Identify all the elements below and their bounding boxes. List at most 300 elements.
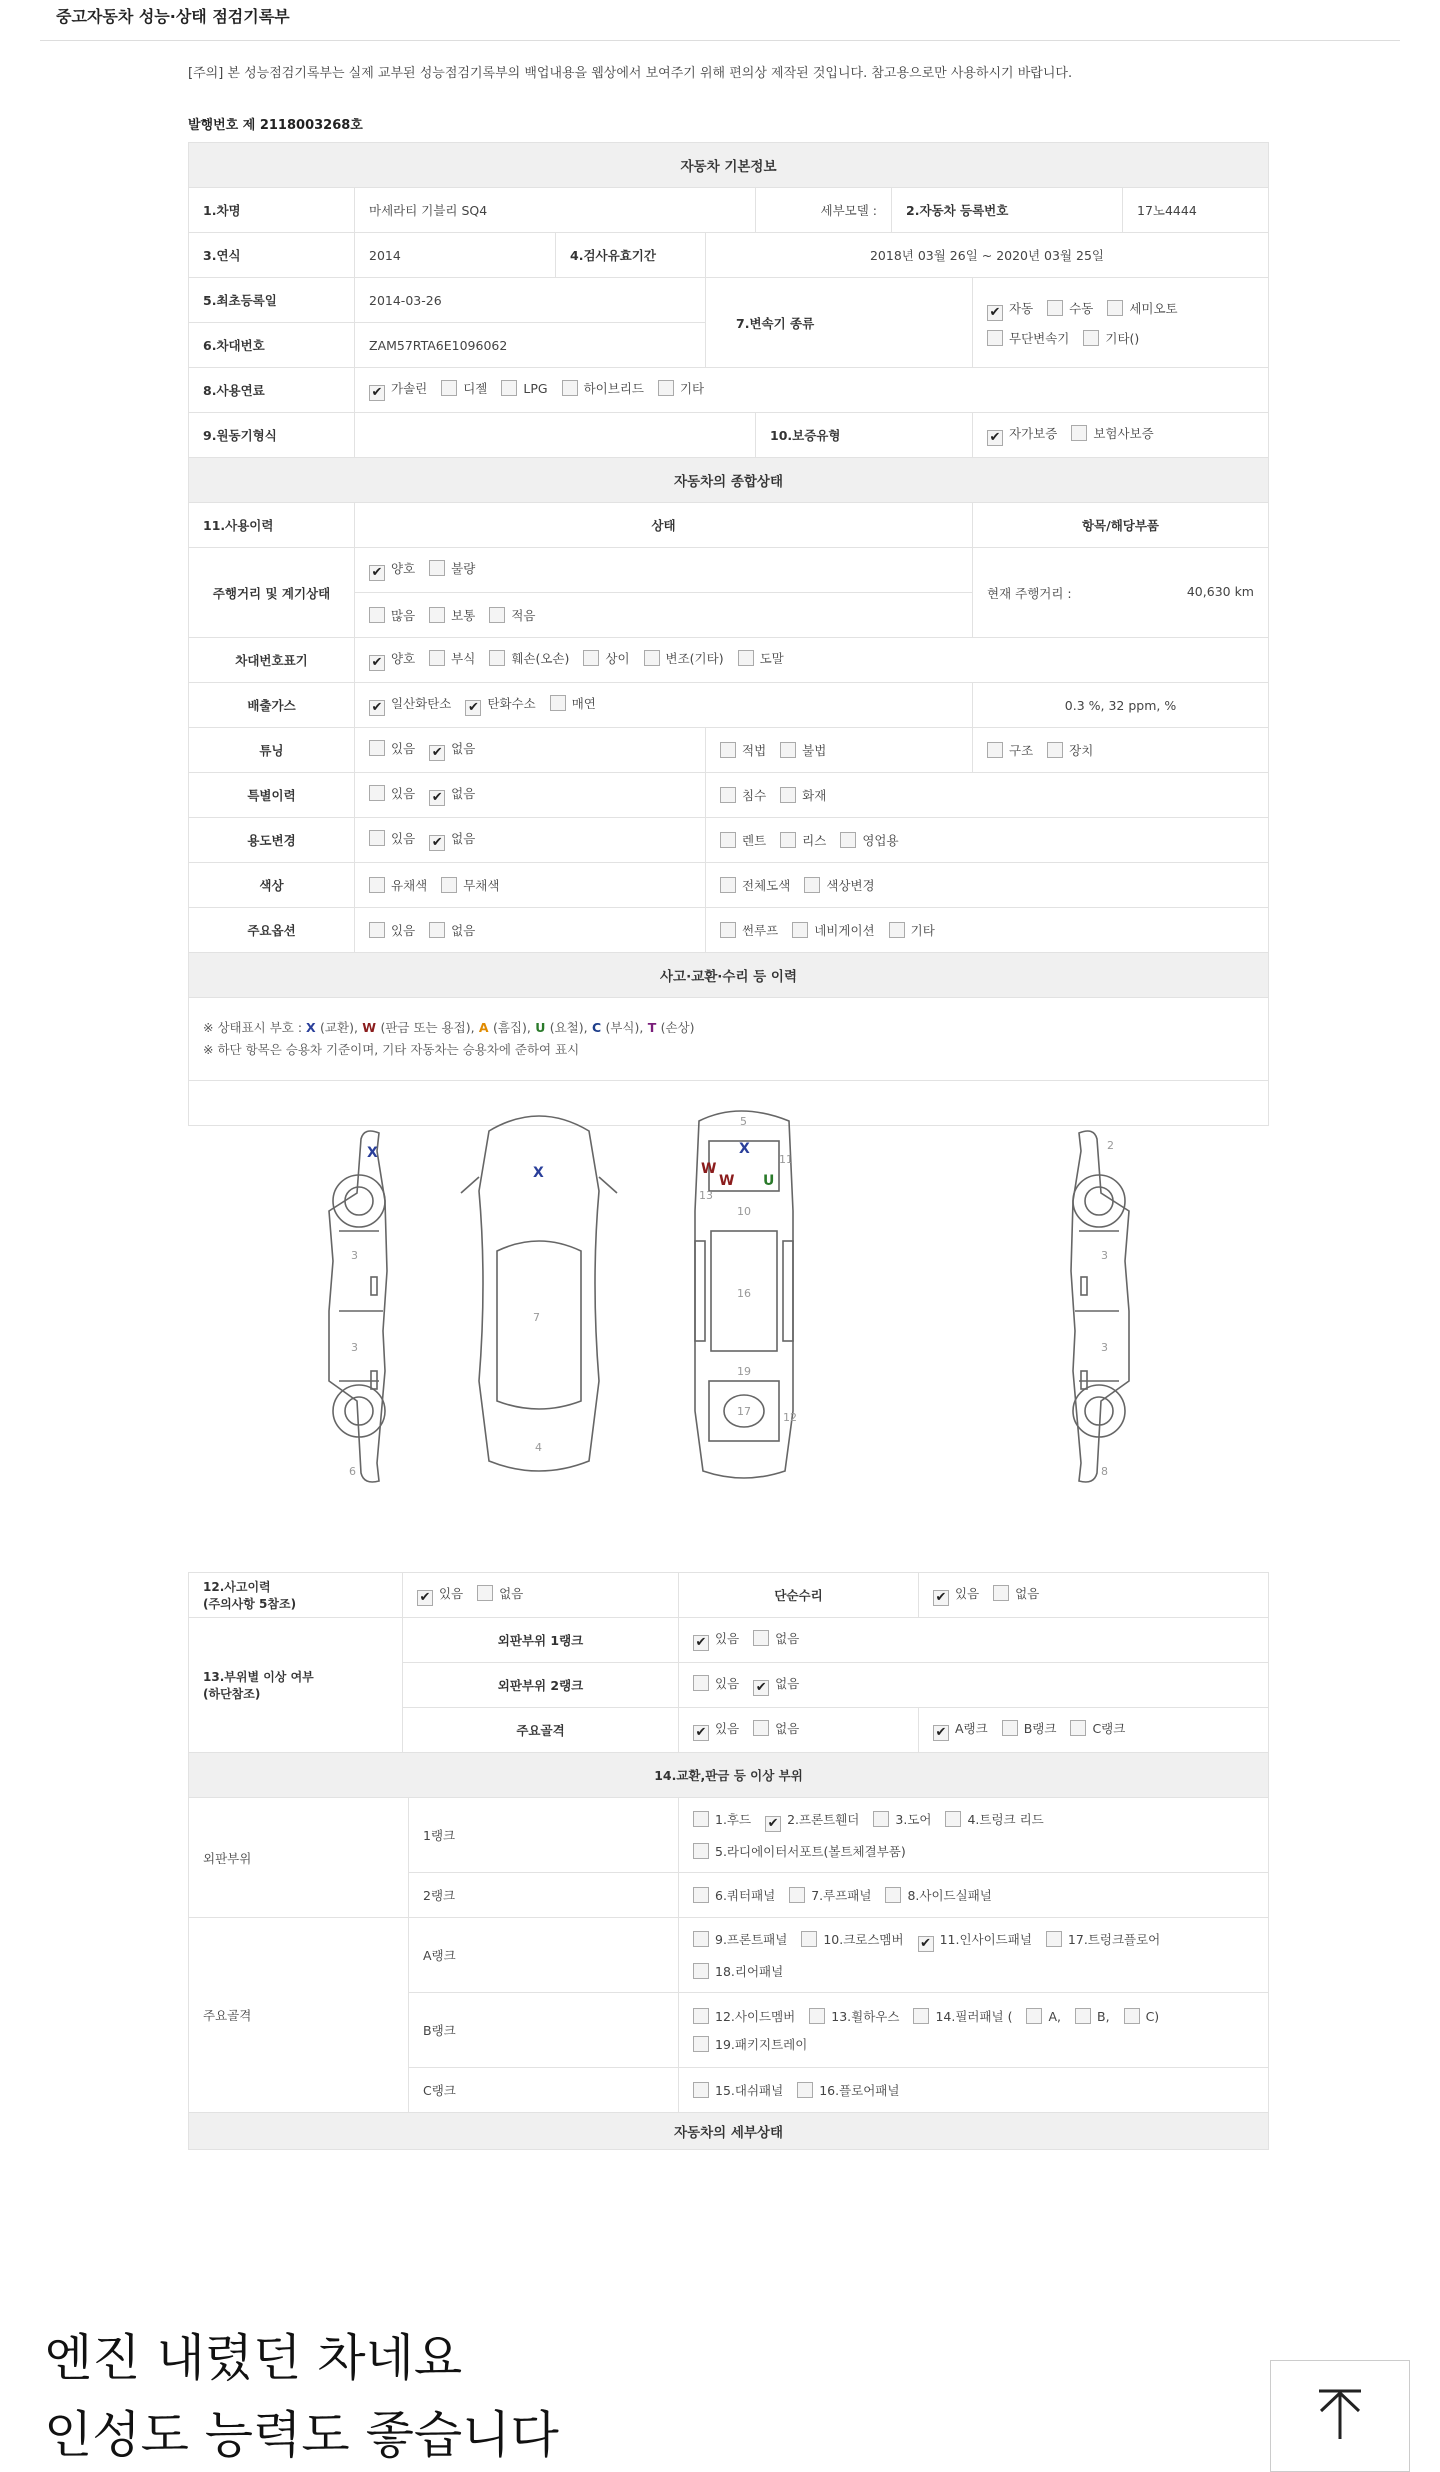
- checkbox-label: 훼손(오손): [511, 651, 570, 666]
- empty-box-icon[interactable]: [993, 1585, 1009, 1601]
- checkbox-option[interactable]: [693, 1930, 787, 1948]
- panel-num: 5: [740, 1115, 747, 1128]
- panel-num: 3: [1101, 1249, 1108, 1262]
- car-diagram-cell: [189, 1081, 1269, 1478]
- checkbox-option[interactable]: [809, 2007, 899, 2025]
- checkbox-label: 양호: [391, 561, 416, 576]
- exhaust-value: 0.3 %, 32 ppm, %: [973, 683, 1269, 728]
- vin-value: ZAM57RTA6E1096062: [355, 323, 706, 368]
- panel-num: 10: [737, 1205, 751, 1218]
- checkbox-option[interactable]: [780, 786, 826, 804]
- checkbox-option[interactable]: [753, 1629, 799, 1647]
- checkbox-option[interactable]: [804, 876, 874, 894]
- inspect-value: 2018년 03월 26일 ~ 2020년 03월 25일: [706, 233, 1269, 278]
- empty-box-icon[interactable]: [720, 922, 736, 938]
- empty-box-icon[interactable]: [1002, 1720, 1018, 1736]
- checkbox-label: A랭크: [955, 1721, 988, 1736]
- checked-box-icon[interactable]: ✔: [987, 305, 1003, 321]
- checkbox-option[interactable]: [693, 1719, 739, 1741]
- empty-box-icon[interactable]: [720, 832, 736, 848]
- checkbox-option[interactable]: [369, 606, 415, 624]
- panel-num: 11: [779, 1153, 793, 1166]
- rank2-options: [679, 1873, 1269, 1918]
- detail-model-label: 세부모델 :: [756, 188, 892, 233]
- options-label: 주요옵션: [189, 908, 355, 953]
- checkbox-label: 13.휠하우스: [831, 2009, 900, 2024]
- checkbox-label: 탄화수소: [487, 696, 536, 711]
- checkbox-label: B랭크: [1023, 1721, 1057, 1736]
- vin-label: 6.차대번호: [189, 323, 355, 368]
- mark-w-inside-panel: W: [701, 1161, 717, 1177]
- outer-parts-label: 외판부위: [189, 1798, 409, 1918]
- checkbox-option[interactable]: [369, 829, 415, 847]
- checkbox-label: C랭크: [1092, 1721, 1126, 1736]
- empty-box-icon[interactable]: [429, 607, 445, 623]
- checkbox-label: 일산화탄소: [391, 696, 452, 711]
- checkbox-label: 없음: [775, 1631, 800, 1646]
- checkbox-option[interactable]: [780, 831, 826, 849]
- simple-repair-label: 단순수리: [679, 1573, 919, 1618]
- empty-box-icon[interactable]: [873, 1811, 889, 1827]
- empty-box-icon[interactable]: [889, 922, 905, 938]
- checkbox-label: 있음: [391, 786, 416, 801]
- checked-box-icon[interactable]: ✔: [987, 430, 1003, 446]
- post-text-line2: 인성도 능력도 좋습니다: [44, 2406, 559, 2464]
- checkbox-label: 7.루프패널: [811, 1888, 872, 1903]
- frame-options: [679, 1708, 919, 1753]
- empty-box-icon[interactable]: [1083, 330, 1099, 346]
- vin-mark-options: [355, 638, 1269, 683]
- scroll-top-button[interactable]: [1270, 2360, 1410, 2472]
- color-label: 색상: [189, 863, 355, 908]
- checkbox-label: 하이브리드: [583, 381, 644, 396]
- empty-box-icon[interactable]: [1026, 2008, 1042, 2024]
- empty-box-icon[interactable]: [789, 1887, 805, 1903]
- checkbox-option[interactable]: [417, 1584, 463, 1606]
- legend-code: C: [587, 1020, 606, 1035]
- tuning-a: [355, 728, 706, 773]
- empty-box-icon[interactable]: [1107, 300, 1123, 316]
- empty-box-icon[interactable]: [429, 922, 445, 938]
- legend-desc: (교환),: [320, 1020, 358, 1035]
- legend-desc: (판금 또는 용접),: [380, 1020, 475, 1035]
- checkbox-label: 구조: [1009, 743, 1034, 758]
- checkbox-option[interactable]: [720, 741, 766, 759]
- checkbox-option[interactable]: [1075, 2008, 1110, 2024]
- checkbox-label: 없음: [451, 831, 476, 846]
- checkbox-option[interactable]: [369, 739, 415, 757]
- checkbox-label: 있음: [715, 1721, 740, 1736]
- checkbox-option[interactable]: [465, 694, 535, 716]
- empty-box-icon[interactable]: [693, 1843, 709, 1859]
- checkbox-label: 있음: [391, 831, 416, 846]
- checkbox-label: 있음: [715, 1631, 740, 1646]
- mileage-text: 현재 주행거리 :: [987, 585, 1072, 601]
- checkbox-option[interactable]: [889, 921, 935, 939]
- checkbox-option[interactable]: [429, 921, 475, 939]
- checkbox-label: 있음: [391, 741, 416, 756]
- empty-box-icon[interactable]: [945, 1811, 961, 1827]
- outer-rank2-label: 외판부위 2랭크: [403, 1663, 679, 1708]
- options-b: [706, 908, 1269, 953]
- empty-box-icon[interactable]: [1075, 2008, 1091, 2024]
- simple-repair-options: [919, 1573, 1269, 1618]
- issue-number: 발행번호 제 2118003268호: [188, 118, 363, 133]
- empty-box-icon[interactable]: [369, 740, 385, 756]
- checkbox-label: 보험사보증: [1093, 426, 1154, 441]
- checkbox-label: 유채색: [391, 878, 428, 893]
- checkbox-option[interactable]: [1002, 1719, 1057, 1737]
- checkbox-option[interactable]: [789, 1886, 871, 1904]
- checkbox-label: 없음: [775, 1721, 800, 1736]
- year-label: 3.연식: [189, 233, 355, 278]
- outer-rank1-options: [679, 1618, 1269, 1663]
- empty-box-icon[interactable]: [369, 785, 385, 801]
- empty-box-icon[interactable]: [720, 742, 736, 758]
- checkbox-option[interactable]: [885, 1886, 991, 1904]
- checkbox-option[interactable]: [987, 741, 1033, 759]
- empty-box-icon[interactable]: [644, 650, 660, 666]
- empty-box-icon[interactable]: [792, 922, 808, 938]
- checked-box-icon[interactable]: ✔: [753, 1680, 769, 1696]
- empty-box-icon[interactable]: [1046, 1931, 1062, 1947]
- checkbox-option[interactable]: [693, 1886, 775, 1904]
- checkbox-option[interactable]: [489, 606, 535, 624]
- panel-num: 3: [1101, 1341, 1108, 1354]
- legend-code: W: [357, 1020, 381, 1035]
- empty-box-icon[interactable]: [441, 380, 457, 396]
- checkbox-label: 있음: [715, 1676, 740, 1691]
- notice-text: [주의] 본 성능점검기록부는 실제 교부된 성능점검기록부의 백업내용을 웹상에서 보여주기 위해 편의상 제작된 것입니다. 참고용으로만 사용하시기 바랍니다.: [188, 66, 1073, 81]
- empty-box-icon[interactable]: [693, 1675, 709, 1691]
- checked-box-icon[interactable]: ✔: [933, 1725, 949, 1741]
- checkbox-option[interactable]: [369, 559, 415, 581]
- checkbox-option[interactable]: [1047, 299, 1093, 317]
- options-a: [355, 908, 706, 953]
- empty-box-icon[interactable]: [753, 1720, 769, 1736]
- checkbox-option[interactable]: [693, 1962, 783, 1980]
- b-rank-options: [679, 1993, 1269, 2068]
- empty-box-icon[interactable]: [489, 607, 505, 623]
- fuel-label: 8.사용연료: [189, 368, 355, 413]
- checkbox-option[interactable]: [1124, 2008, 1160, 2024]
- checked-box-icon[interactable]: ✔: [369, 700, 385, 716]
- checkbox-label: 없음: [499, 1586, 524, 1601]
- checkbox-option[interactable]: [720, 921, 778, 939]
- checkbox-label: 4.트렁크 리드: [967, 1812, 1044, 1827]
- checkbox-label: 화재: [802, 788, 827, 803]
- empty-box-icon[interactable]: [369, 877, 385, 893]
- checkbox-option[interactable]: [1083, 329, 1139, 347]
- checkbox-option[interactable]: [780, 741, 826, 759]
- checkbox-label: 불법: [802, 743, 827, 758]
- inspect-label: 4.검사유효기간: [556, 233, 706, 278]
- checkbox-option[interactable]: [1046, 1930, 1160, 1948]
- empty-box-icon[interactable]: [913, 2008, 929, 2024]
- checkbox-option[interactable]: [945, 1810, 1043, 1828]
- special-a: [355, 773, 706, 818]
- checkbox-option[interactable]: [369, 784, 415, 802]
- first-reg-value: 2014-03-26: [355, 278, 706, 323]
- overall-status-header: 자동차의 종합상태: [189, 458, 1269, 503]
- checkbox-label: 침수: [742, 788, 767, 803]
- car-name-value: 마세라티 기블리 SQ4: [355, 188, 756, 233]
- checkbox-option[interactable]: [441, 379, 487, 397]
- checkbox-option[interactable]: [993, 1584, 1039, 1602]
- checkbox-label: 리스: [802, 833, 827, 848]
- checkbox-label: A,: [1048, 2009, 1062, 2024]
- checkbox-option[interactable]: [765, 1810, 859, 1832]
- checkbox-option[interactable]: [753, 1674, 799, 1696]
- checkbox-option[interactable]: [369, 379, 427, 401]
- vin-mark-label: 차대번호표기: [189, 638, 355, 683]
- empty-box-icon[interactable]: [809, 2008, 825, 2024]
- checkbox-option[interactable]: [1070, 1719, 1125, 1737]
- a-rank-options: [679, 1918, 1269, 1993]
- checkbox-option[interactable]: [987, 424, 1057, 446]
- checked-box-icon[interactable]: ✔: [933, 1590, 949, 1606]
- item-col-label: 항목/해당부품: [973, 503, 1269, 548]
- checkbox-option[interactable]: [693, 1629, 739, 1651]
- checkbox-option[interactable]: [429, 829, 475, 851]
- checkbox-option[interactable]: [489, 649, 569, 667]
- empty-box-icon[interactable]: [477, 1585, 493, 1601]
- reg-number-label: 2.자동차 등록번호: [892, 188, 1123, 233]
- checkbox-option[interactable]: [429, 649, 475, 667]
- empty-box-icon[interactable]: [738, 650, 754, 666]
- panel-num: 4: [535, 1441, 542, 1454]
- mileage-value: 40,630 km: [1186, 583, 1254, 599]
- mark-u-panel: U: [763, 1173, 775, 1189]
- checkbox-option[interactable]: [369, 649, 415, 671]
- usage-change-label: 용도변경: [189, 818, 355, 863]
- checkbox-label: 9.프론트패널: [715, 1932, 788, 1947]
- checked-box-icon[interactable]: ✔: [429, 790, 445, 806]
- empty-box-icon[interactable]: [1124, 2008, 1140, 2024]
- rank1-label: 1랭크: [409, 1798, 679, 1873]
- checkbox-label: 없음: [451, 741, 476, 756]
- checkbox-option[interactable]: [792, 921, 874, 939]
- checkbox-option[interactable]: [913, 2007, 1012, 2025]
- checkbox-option[interactable]: [1026, 2008, 1061, 2024]
- empty-box-icon[interactable]: [885, 1887, 901, 1903]
- checkbox-label: 있음: [955, 1586, 980, 1601]
- checkbox-label: 썬루프: [742, 923, 779, 938]
- mark-x-fender: X: [367, 1145, 378, 1161]
- status-col-label: 상태: [355, 503, 973, 548]
- checkbox-option[interactable]: [562, 379, 644, 397]
- usage-a: [355, 818, 706, 863]
- accident-summary-table: [188, 1572, 1269, 1753]
- empty-box-icon[interactable]: [489, 650, 505, 666]
- checked-box-icon[interactable]: ✔: [429, 835, 445, 851]
- car-name-label: 1.차명: [189, 188, 355, 233]
- empty-box-icon[interactable]: [1047, 300, 1063, 316]
- empty-box-icon[interactable]: [693, 1931, 709, 1947]
- checkbox-option[interactable]: [477, 1584, 523, 1602]
- checked-box-icon[interactable]: ✔: [918, 1936, 934, 1952]
- checkbox-label: 2.프론트휀더: [787, 1812, 860, 1827]
- checkbox-label: 수동: [1069, 300, 1094, 316]
- arrow-up-icon: [1315, 2389, 1365, 2441]
- a-rank-label: A랭크: [409, 1918, 679, 1993]
- empty-box-icon[interactable]: [840, 832, 856, 848]
- checkbox-option[interactable]: [501, 380, 547, 396]
- empty-box-icon[interactable]: [801, 1931, 817, 1947]
- checkbox-option[interactable]: [1047, 741, 1093, 759]
- empty-box-icon[interactable]: [693, 2082, 709, 2098]
- engine-type-label: 9.원동기형식: [189, 413, 355, 458]
- checkbox-option[interactable]: [987, 329, 1069, 347]
- checked-box-icon[interactable]: ✔: [465, 700, 481, 716]
- checkbox-option[interactable]: [429, 784, 475, 806]
- basic-info-table: [188, 142, 1269, 1478]
- exhaust-label: 배출가스: [189, 683, 355, 728]
- frame-label: 주요골격: [403, 1708, 679, 1753]
- checkbox-option[interactable]: [693, 2035, 807, 2053]
- checkbox-option[interactable]: [369, 694, 451, 716]
- empty-box-icon[interactable]: [1071, 425, 1087, 441]
- c-rank-options: [679, 2068, 1269, 2113]
- checkbox-option[interactable]: [369, 921, 415, 939]
- checkbox-option[interactable]: [429, 559, 475, 577]
- empty-box-icon[interactable]: [780, 742, 796, 758]
- checkbox-label: 영업용: [862, 833, 899, 848]
- empty-box-icon[interactable]: [720, 877, 736, 893]
- checkbox-option[interactable]: [720, 831, 766, 849]
- checked-box-icon[interactable]: ✔: [693, 1635, 709, 1651]
- checkbox-option[interactable]: [429, 739, 475, 761]
- checkbox-option[interactable]: [550, 694, 596, 712]
- checkbox-option[interactable]: [720, 876, 790, 894]
- empty-box-icon[interactable]: [369, 830, 385, 846]
- empty-box-icon[interactable]: [987, 742, 1003, 758]
- empty-box-icon[interactable]: [550, 695, 566, 711]
- checked-box-icon[interactable]: ✔: [369, 565, 385, 581]
- checkbox-option[interactable]: [429, 606, 475, 624]
- tuning-c: [973, 728, 1269, 773]
- empty-box-icon[interactable]: [753, 1630, 769, 1646]
- basic-info-header: 자동차 기본정보: [189, 143, 1269, 188]
- empty-box-icon[interactable]: [441, 877, 457, 893]
- outer-rank2-options: [679, 1663, 1269, 1708]
- accident-legend: [189, 998, 1269, 1081]
- mileage-status-a: [355, 548, 973, 593]
- checked-box-icon[interactable]: ✔: [417, 1590, 433, 1606]
- empty-box-icon[interactable]: [720, 787, 736, 803]
- checkbox-option[interactable]: [441, 876, 499, 894]
- mileage-reading: [973, 548, 1269, 638]
- empty-box-icon[interactable]: [693, 1887, 709, 1903]
- frame-parts-label: 주요골격: [189, 1918, 409, 2113]
- checkbox-option[interactable]: [840, 831, 898, 849]
- empty-box-icon[interactable]: [797, 2082, 813, 2098]
- empty-box-icon[interactable]: [1070, 1720, 1086, 1736]
- empty-box-icon[interactable]: [429, 560, 445, 576]
- checkbox-option[interactable]: [738, 649, 784, 667]
- checkbox-option[interactable]: [933, 1584, 979, 1606]
- checkbox-option[interactable]: [987, 299, 1033, 321]
- checkbox-option[interactable]: [693, 1810, 751, 1828]
- accident-header: 사고·교환·수리 등 이력: [189, 953, 1269, 998]
- checkbox-option[interactable]: [693, 1674, 739, 1692]
- checkbox-option[interactable]: [693, 1842, 906, 1860]
- legend-code: X: [306, 1020, 321, 1035]
- checked-box-icon[interactable]: ✔: [369, 655, 385, 671]
- checkbox-option[interactable]: [797, 2081, 899, 2099]
- empty-box-icon[interactable]: [780, 832, 796, 848]
- checkbox-option[interactable]: [693, 2007, 795, 2025]
- checked-box-icon[interactable]: ✔: [429, 745, 445, 761]
- checkbox-label: 12.사이드멤버: [715, 2009, 796, 2024]
- panel-num: 6: [349, 1465, 356, 1478]
- empty-box-icon[interactable]: [562, 380, 578, 396]
- checkbox-option[interactable]: [933, 1719, 988, 1741]
- checkbox-option[interactable]: [1071, 424, 1153, 442]
- checkbox-option[interactable]: [644, 649, 724, 667]
- empty-box-icon[interactable]: [658, 380, 674, 396]
- checkbox-option[interactable]: [753, 1719, 799, 1737]
- empty-box-icon[interactable]: [369, 922, 385, 938]
- checkbox-option[interactable]: [658, 379, 704, 397]
- empty-box-icon[interactable]: [693, 1963, 709, 1979]
- car-right-side-view: [1071, 1131, 1129, 1482]
- empty-box-icon[interactable]: [429, 650, 445, 666]
- panel-num: 3: [351, 1341, 358, 1354]
- checkbox-option[interactable]: [693, 2081, 783, 2099]
- checked-box-icon[interactable]: ✔: [765, 1816, 781, 1832]
- rank1-options: [679, 1798, 1269, 1873]
- checked-box-icon[interactable]: ✔: [693, 1725, 709, 1741]
- checkbox-label: 19.패키지트레이: [715, 2037, 808, 2052]
- checkbox-option[interactable]: [801, 1930, 903, 1948]
- empty-box-icon[interactable]: [693, 2036, 709, 2052]
- empty-box-icon[interactable]: [693, 1811, 709, 1827]
- title-divider: [40, 40, 1400, 41]
- empty-box-icon[interactable]: [1047, 742, 1063, 758]
- checkbox-option[interactable]: [583, 649, 629, 667]
- empty-box-icon[interactable]: [804, 877, 820, 893]
- legend-code: T: [643, 1020, 661, 1035]
- checkbox-label: 양호: [391, 651, 416, 666]
- engine-type-value: [355, 413, 756, 458]
- checkbox-option[interactable]: [918, 1930, 1032, 1952]
- checkbox-option[interactable]: [1107, 299, 1177, 317]
- checkbox-option[interactable]: [720, 786, 766, 804]
- empty-box-icon[interactable]: [583, 650, 599, 666]
- accident-history-options: [403, 1573, 679, 1618]
- part-status-label: 13.부위별 이상 여부 (하단참조): [189, 1618, 403, 1753]
- color-a: [355, 863, 706, 908]
- checked-box-icon[interactable]: ✔: [369, 385, 385, 401]
- empty-box-icon[interactable]: [693, 2008, 709, 2024]
- checkbox-label: 디젤: [463, 381, 488, 396]
- checkbox-option[interactable]: [369, 876, 427, 894]
- empty-box-icon[interactable]: [780, 787, 796, 803]
- accident-history-label: 12.사고이력 (주의사항 5참조): [189, 1573, 403, 1618]
- checkbox-label: 도말: [759, 651, 784, 666]
- c-rank-label: C랭크: [409, 2068, 679, 2113]
- checkbox-option[interactable]: [873, 1810, 931, 1828]
- empty-box-icon[interactable]: [501, 380, 517, 396]
- panel-num: 19: [737, 1365, 751, 1378]
- checkbox-label: 보통: [451, 608, 476, 623]
- legend-desc: (흠집),: [492, 1020, 531, 1035]
- empty-box-icon[interactable]: [987, 330, 1003, 346]
- color-b: [706, 863, 1269, 908]
- empty-box-icon[interactable]: [369, 607, 385, 623]
- checkbox-label: 3.도어: [895, 1812, 932, 1827]
